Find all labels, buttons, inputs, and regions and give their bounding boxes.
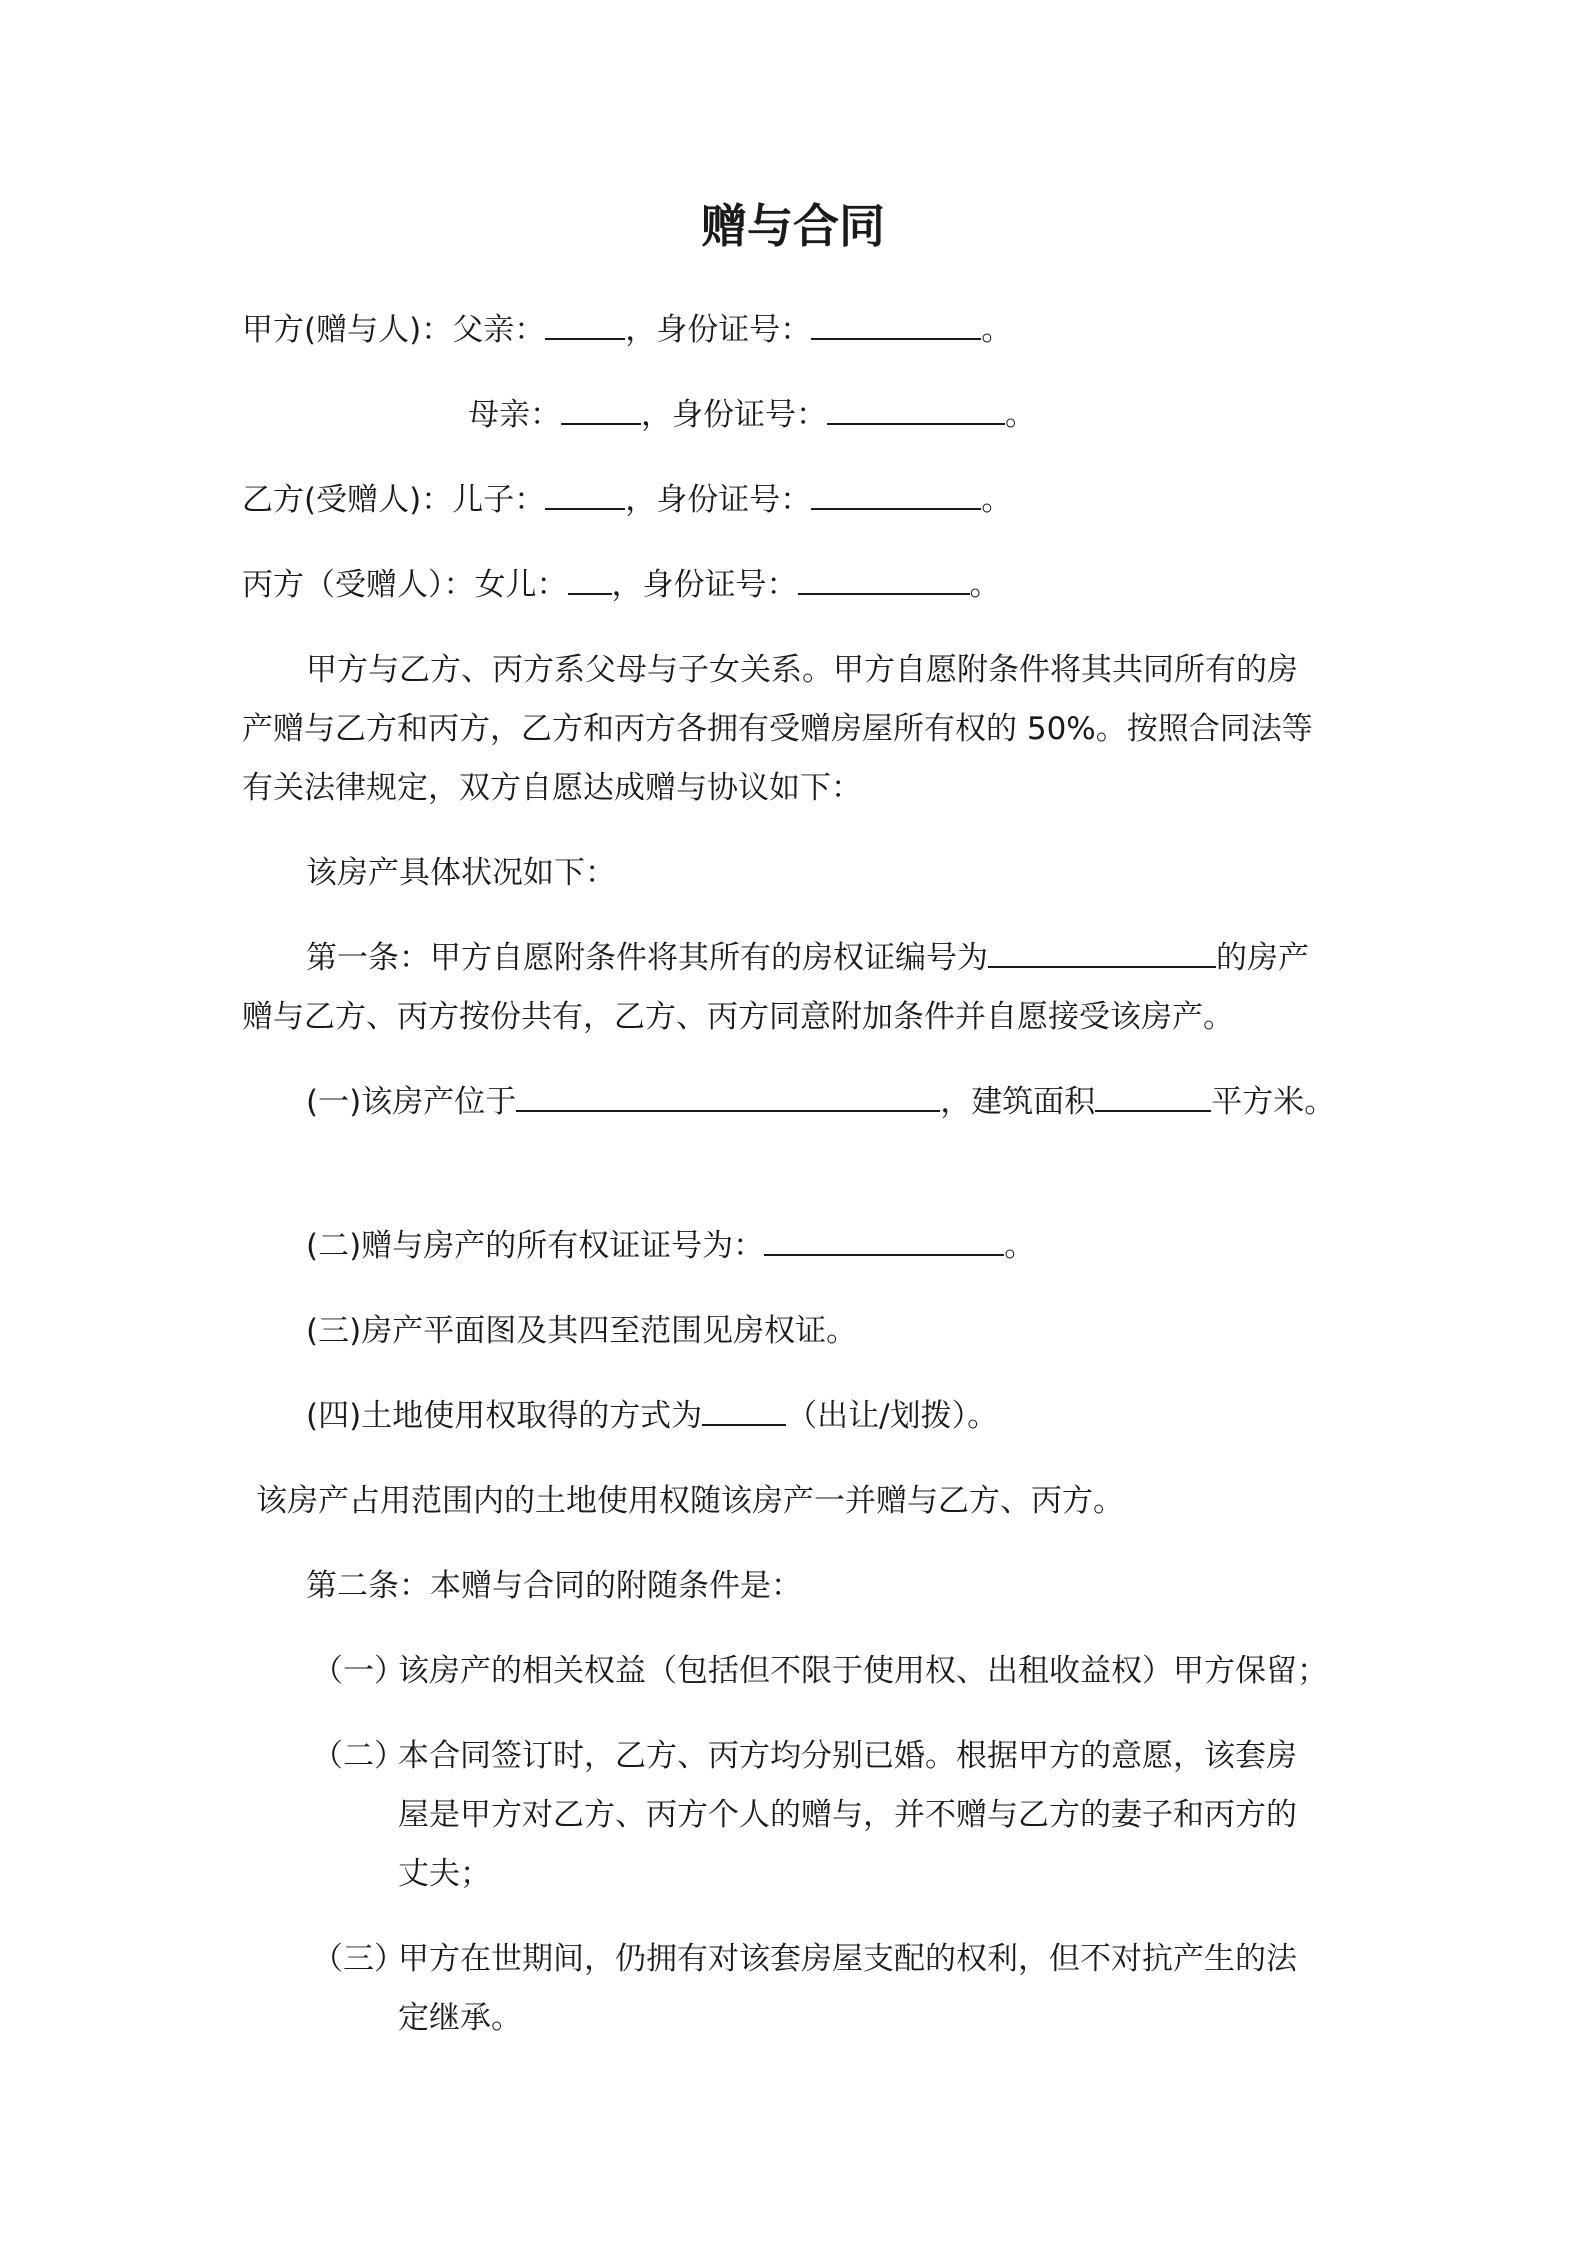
condition-3-line-1: 甲方在世期间，仍拥有对该套房屋支配的权利，但不对抗产生的法	[398, 1941, 1297, 1977]
mother-label: 母亲：	[468, 397, 561, 433]
intro-line-2: 产赠与乙方和丙方，乙方和丙方各拥有受赠房屋所有权的 50%。按照合同法等	[242, 711, 1313, 747]
condition-3-line-2: 定继承。	[398, 2000, 522, 2036]
condition-3-num: （三）	[312, 1941, 405, 1977]
mother-id-label: ，身份证号：	[641, 397, 827, 433]
period: 。	[981, 482, 1013, 518]
item-4-text-b: （出让/划拨）。	[786, 1398, 999, 1434]
mother-name-blank	[561, 393, 641, 425]
daughter-id-blank	[798, 563, 970, 595]
son-id-label: ，身份证号：	[625, 482, 812, 518]
party-c-line	[242, 563, 1001, 607]
intro-line-3: 有关法律规定，双方自愿达成赠与协议如下：	[242, 770, 862, 806]
article-2-heading: 第二条：本赠与合同的附随条件是：	[306, 1568, 802, 1604]
party-b-label: 乙方(受赠人)：	[242, 482, 453, 518]
party-a-mother-line	[468, 393, 1036, 437]
intro-line-1: 甲方与乙方、丙方系父母与子女关系。甲方自愿附条件将其共同所有的房	[306, 652, 1298, 688]
father-label: 父亲：	[452, 312, 546, 348]
condition-1-text: 该房产的相关权益（包括但不限于使用权、出租收益权）甲方保留；	[398, 1653, 1328, 1689]
period: 。	[969, 567, 1001, 603]
father-id-blank	[811, 308, 981, 340]
period: 。	[981, 312, 1013, 348]
condition-2-line-3: 丈夫；	[398, 1856, 491, 1892]
certificate-number-blank	[988, 936, 1216, 968]
item-1-text-c: 平方米。	[1211, 1084, 1336, 1120]
document-title: 赠与合同	[701, 199, 885, 253]
daughter-label: 女儿：	[474, 567, 568, 603]
ownership-number-blank	[764, 1224, 1004, 1256]
article-1-text-a: 第一条：甲方自愿附条件将其所有的房权证编号为	[306, 940, 988, 976]
condition-2-line-1: 本合同签订时，乙方、丙方均分别已婚。根据甲方的意愿，该套房	[398, 1738, 1297, 1774]
mother-id-blank	[827, 393, 1005, 425]
location-blank	[516, 1080, 940, 1112]
son-id-blank	[811, 478, 981, 510]
item-1-text-a: (一)该房产位于	[306, 1084, 517, 1120]
land-note: 该房产占用范围内的土地使用权随该房产一并赠与乙方、丙方。	[256, 1483, 1124, 1519]
article-1-line-1	[306, 936, 1309, 980]
daughter-id-label: ，身份证号：	[611, 567, 798, 603]
party-a-label: 甲方(赠与人)：	[242, 312, 453, 348]
condition-2-line-2: 屋是甲方对乙方、丙方个人的赠与，并不赠与乙方的妻子和丙方的	[398, 1797, 1297, 1833]
condition-1-num: （一）	[312, 1653, 405, 1689]
son-label: 儿子：	[452, 482, 546, 518]
item-2-line	[306, 1224, 1035, 1268]
item-4-line	[306, 1394, 998, 1438]
item-4-text-a: (四)土地使用权取得的方式为	[306, 1398, 703, 1434]
father-id-label: ，身份证号：	[625, 312, 812, 348]
period: 。	[1005, 397, 1036, 433]
item-1-text-b: ，建筑面积	[940, 1084, 1096, 1120]
party-b-line	[242, 478, 1012, 522]
condition-2-num: （二）	[312, 1738, 405, 1774]
property-intro: 该房产具体状况如下：	[306, 855, 616, 891]
period: 。	[1004, 1228, 1036, 1264]
son-name-blank	[545, 478, 625, 510]
item-3-line: (三)房产平面图及其四至范围见房权证。	[306, 1313, 858, 1349]
land-method-blank	[702, 1394, 786, 1426]
daughter-name-blank	[568, 563, 612, 595]
item-1-line	[306, 1080, 1335, 1124]
item-2-text-a: (二)赠与房产的所有权证证号为：	[306, 1228, 765, 1264]
article-1-text-b: 的房产	[1216, 940, 1309, 976]
area-blank	[1095, 1080, 1211, 1112]
father-name-blank	[545, 308, 625, 340]
article-1-line-2: 赠与乙方、丙方按份共有，乙方、丙方同意附加条件并自愿接受该房产。	[242, 999, 1234, 1035]
party-a-father-line	[242, 308, 1012, 352]
party-c-label: 丙方（受赠人）：	[242, 567, 475, 603]
